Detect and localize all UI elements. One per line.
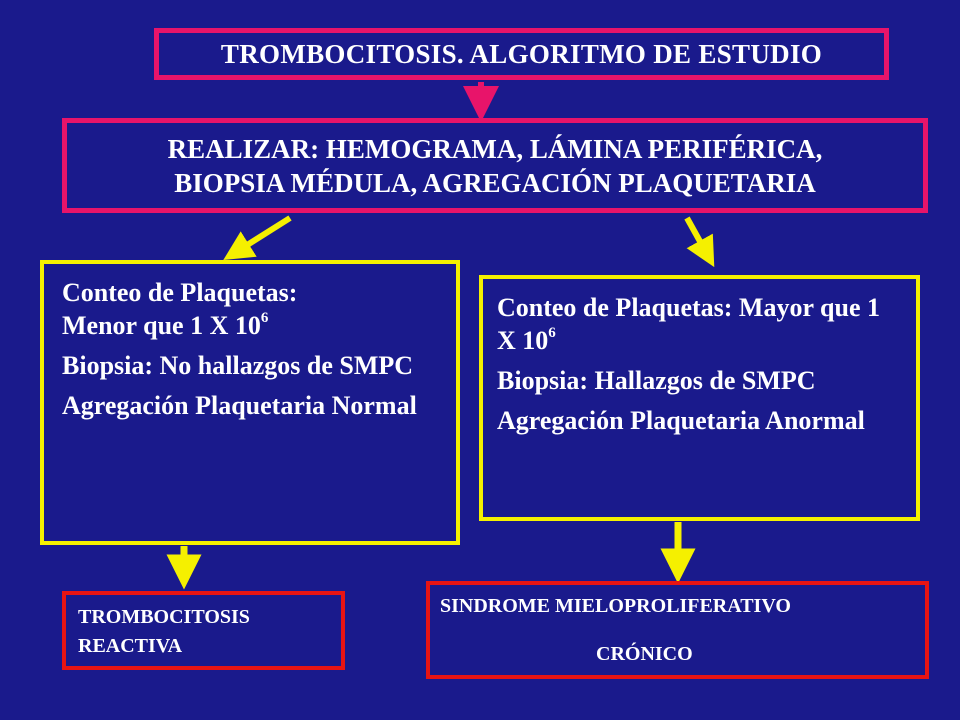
arrow-realizar-to-right: [687, 218, 707, 254]
realizar-box: [62, 118, 928, 213]
result-smpc-line-1: SINDROME MIELOPROLIFERATIVO: [440, 595, 791, 617]
right-conteo-text: Conteo de Plaquetas: Mayor que 1 X 10: [497, 293, 881, 355]
result-smpc-box: [426, 581, 929, 679]
result-smpc-line-2: CRÓNICO: [596, 643, 693, 665]
left-agregacion: Agregación Plaquetaria Normal: [62, 391, 417, 420]
right-conteo-exponent: 6: [548, 325, 556, 342]
title-box: [154, 28, 889, 80]
realizar-line-2: BIOPSIA MÉDULA, AGREGACIÓN PLAQUETARIA: [174, 167, 816, 198]
left-conteo-exponent: 6: [260, 310, 269, 327]
result-reactiva-line-1: TROMBOCITOSIS: [78, 606, 250, 628]
realizar-line-1: REALIZAR: HEMOGRAMA, LÁMINA PERIFÉRICA,: [167, 133, 823, 164]
page-title: TROMBOCITOSIS. ALGORITMO DE ESTUDIO: [220, 38, 823, 69]
result-reactiva-line-2: REACTIVA: [78, 635, 183, 657]
left-conteo-label: Conteo de Plaquetas:: [62, 278, 298, 307]
right-agregacion: Agregación Plaquetaria Anormal: [497, 406, 865, 435]
result-reactiva-box: [62, 591, 345, 670]
right-biopsia: Biopsia: Hallazgos de SMPC: [497, 366, 816, 395]
arrow-realizar-to-left: [236, 218, 290, 252]
right-conteo: [497, 291, 902, 357]
left-branch-box: [40, 260, 460, 545]
left-conteo-value: Menor que 1 X 10: [62, 311, 261, 340]
left-biopsia: Biopsia: No hallazgos de SMPC: [62, 351, 414, 380]
right-branch-box: [479, 275, 920, 521]
left-conteo: [62, 276, 442, 342]
